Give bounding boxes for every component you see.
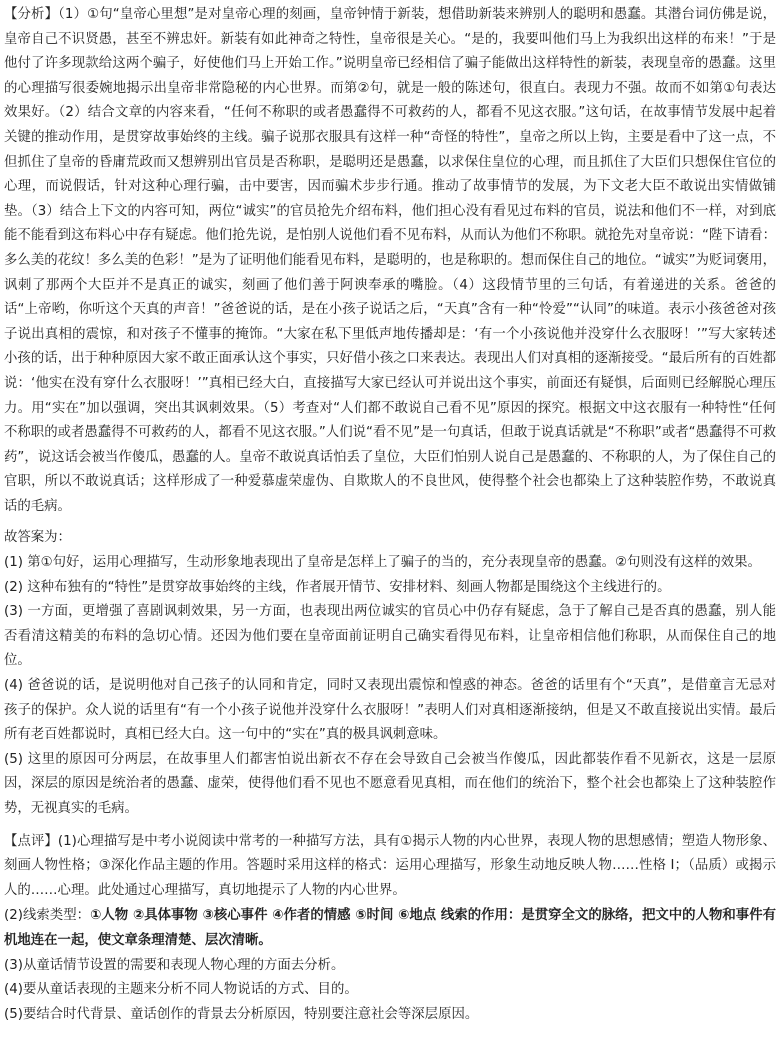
analysis-text: （1）①句“皇帝心里想”是对皇帝心理的刻画，皇帝钟情于新装，想借助新装来辨别人的聪明和愚蠢。其潜台词仿佛是说，皇帝自己不识贤愚，甚至不辨忠奸。新装有如此神奇之特性，皇帝很是关心。“是的，我要叫他们马上为我织出这样的布来！”于是他付了许多现款给这两个骗子，好使他们马上开始工作。”说明皇帝已经相信了骗子能做出这样特性的新装，表现皇帝的愚蠢。这里的心理描写很委婉地揭示出皇帝非常隐秘的内心世界。而第②句，就是一般的陈述句，很直白。表现力不强。故而不如第①句表达效果好。（2）结合文章的内容来看，“任何不称职的或者愚蠢得不可救药的人，都看不见这衣服。”这句话，在故事情节发展中起着关键的推动作用，是贯穿故事始终的主线。骗子说那衣服具有这样一种“奇怪的特性”，皇帝之所以上钩，主要是看中了这一点，不但抓住了皇帝的昏庸荒政而又想辨别出官员是否称职，是聪明还是愚蠢，以求保住皇位的心理，而且抓住了大臣们只想保住官位的心理，而说假话，针对这种心理行骗，击中要害，因而骗术步步行通。推动了故事情节的发展，为下文老大臣不敢说出实情做铺垫。（3）结合上下文的内容可知，两位“诚实”的官员抢先介绍布料，他们担心没有看见过布料的官员，说法和他们不一样，对到底能不能看到这布料心中存有疑虑。他们抢先说，是怕别人说他们看不见布料，从而认为他们不称职。就抢先对皇帝说：“陛下请看：多么美的花纹！多么美的色彩！”是为了证明他们能看见布料，是聪明的，也是称职的。想而保住自己的地位。“诚实”为贬词褒用，讽刺了那两个大臣并不是真正的诚实，刻画了他们善于阿谀奉承的嘴脸。（4）这段情节里的三句话，有着递进的关系。爸爸的话“上帝哟，你听这个天真的声音！”爸爸说的话，是在小孩子说话之后，“天真”含有一种“怜爱”“认同”的味道。表示小孩爸爸对孩子说出真相的震惊，和对孩子不懂事的掩饰。“大家在私下里低声地传播却是：‘有一个小孩说他并没穿什么衣服呀！’”写大家转述小孩的话，出于种种原因大家不敢正面承认这个事实，只好借小孩之口来表达。表现出人们对真相的逐渐接受。“最后所有的百姓都说：‘他实在没有穿什么衣服呀！’”真相已经大白，直接描写大家已经认可并说出这个事实，前面还有疑惧，后面则已经解脱心理压力。用“实在”加以强调，突出其讽刺效果。（5）考查对“人们都不敢说自己看不见”原因的探究。根据文中这衣服有一种特性“任何不称职的或者愚蠢得不可救药的人，都看不见这衣服。”人们说“看不见”是一句真话，但敢于说真话就是“不称职”或者“愚蠢得不可救药”，说这话会被当作傻瓜，愚蠢的人。皇帝不敢说真话怕丢了皇位，大臣们怕别人说自己是愚蠢的、不称职的人，为了保住自己的官职，所以不敢说真话；这样形成了一种爱慕虚荣虚伪、自欺欺人的不良世风，使得整个社会也都染上了这种装腔作势，不敢说真话的毛病。 [4, 7, 776, 514]
review-item-1-text: (1)心理描写是中考小说阅读中常考的一种描写方法，具有①揭示人物的内心世界，表现人物的思想感情；塑造人物形象、刻画人物性格；③深化作品主题的作用。答题时采用这样的格式：运用心理描写，形象生动地反映人物……性格 I；（品质）或揭示人的……心理。此处通过心理描写，真切地提示了人物的内心世界。 [4, 833, 777, 899]
analysis-heading: 【分析】 [4, 7, 59, 22]
review-item-2 [4, 904, 776, 954]
answer-heading: 故答案为： [4, 530, 71, 546]
review-item-5: (5)要结合时代背景、童话创作的背景去分析原因，特别要注意社会等深层原因。 [4, 1007, 479, 1023]
review-item-3: (3)从童话情节设置的需要和表现人物心理的方面去分析。 [4, 957, 345, 973]
review-item-4: (4)要从童话表现的主题来分析不同人物说话的方式、目的。 [4, 982, 358, 998]
answer-item-1: (1) 第①句好，运用心理描写，生动形象地表现出了皇帝是怎样上了骗子的当的，充分表现皇帝的愚蠢。②句则没有这样的效果。 [4, 555, 761, 571]
review-item-2-label: (2)线索类型： [4, 907, 91, 923]
answer-item-2: (2) 这种布独有的“特性”是贯穿故事始终的主线，作者展开情节、安排材料、刻画人物都是围绕这个主线进行的。 [4, 579, 671, 595]
review-heading: 【点评】 [4, 833, 58, 849]
answer-item-4: (4) 爸爸说的话，是说明他对自己孩子的认同和肯定，同时又表现出震惊和惶惑的神态。爸爸的话里有个“天真”，是借童言无忌对孩子的保护。众人说的话里有“有一个小孩子说他并没穿什么衣服呀！”表明人们对真相逐渐接纳，但是又不敢直接说出实情。最后所有老百姓都说时，真相已经大白。这一句中的“实在”真的极具讽刺意味。 [4, 678, 776, 743]
analysis-section [4, 3, 776, 519]
review-item-2-bold: ①人物 ②具体事物 ③核心事件 ④作者的情感 ⑤时间 ⑥地点 线索的作用：是贯穿全文的脉络，把文中的人物和事件有机地连在一起，使文章条理清楚、层次清晰。 [4, 907, 776, 948]
answer-item-5: (5) 这里的原因可分两层，在故事里人们都害怕说出新衣不存在会导致自己会被当作傻瓜，因此都装作看不见新衣，这是一层原因，深层的原因是统治者的愚蠢、虚荣，使得他们看不见也不愿意看见真相，而在他们的统治下，整个社会也都染上了这种装腔作势，无视真实的毛病。 [4, 751, 776, 816]
answer-item-3: (3) 一方面，更增强了喜剧讽刺效果，另一方面，也表现出两位诚实的官员心中仍存有疑虑，急于了解自己是否真的愚蠢，别人能否看清这精美的布料的急切心情。还因为他们要在皇帝面前证明自己确实看得见布料，让皇帝相信他们称职，从而保住自己的地位。 [4, 604, 776, 669]
review-item-1 [4, 830, 776, 904]
review-section [4, 830, 776, 1028]
analysis-paragraph [4, 3, 776, 519]
answer-section [4, 526, 776, 821]
